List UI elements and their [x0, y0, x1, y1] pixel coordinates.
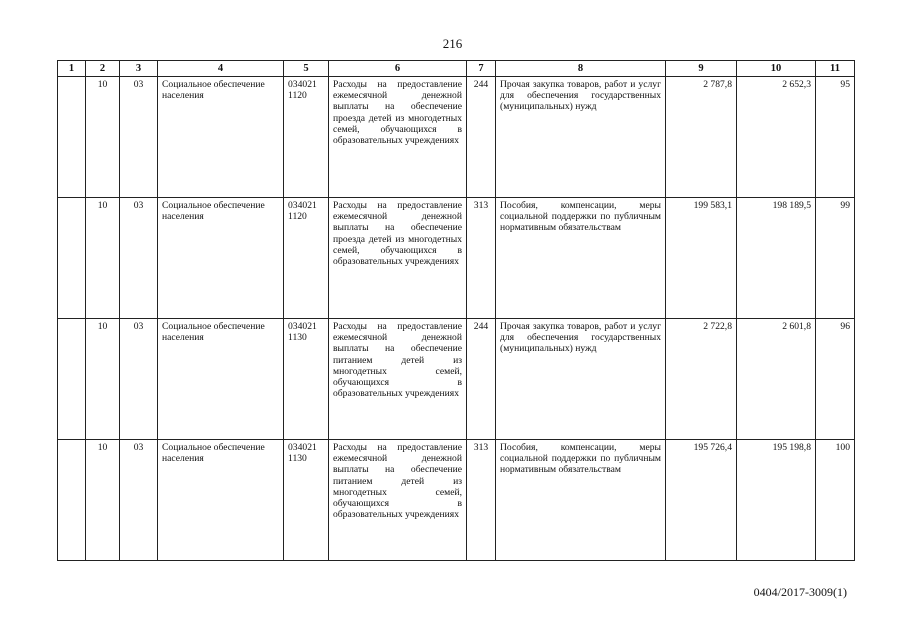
target-article-cell: 034021 1130 — [284, 440, 329, 561]
executed-amount-cell: 2 652,3 — [737, 77, 816, 198]
header-cell: 8 — [496, 61, 666, 77]
page-number: 216 — [442, 36, 463, 51]
budget-table — [57, 60, 855, 561]
table-row — [58, 319, 855, 440]
header-cell: 9 — [666, 61, 737, 77]
document-code: 0404/2017-3009(1) — [753, 585, 847, 599]
execution-percent-cell: 100 — [816, 440, 855, 561]
header-cell: 5 — [284, 61, 329, 77]
expense-type-name-cell: Пособия, компенсации, меры социальной поддержки по публичным нормативным обязательствам — [496, 198, 666, 319]
section-code-cell: 10 — [86, 77, 120, 198]
section-name-cell: Социальное обеспечение населения — [158, 440, 284, 561]
header-cell: 10 — [737, 61, 816, 77]
section-code-cell: 10 — [86, 198, 120, 319]
expense-type-name-cell: Прочая закупка товаров, работ и услуг для обеспечения государственных (муниципальных) нужд — [496, 319, 666, 440]
section-name-cell: Социальное обеспечение населения — [158, 319, 284, 440]
executed-amount-cell: 195 198,8 — [737, 440, 816, 561]
executed-amount-cell: 2 601,8 — [737, 319, 816, 440]
header-cell: 1 — [58, 61, 86, 77]
row-number-cell — [58, 319, 86, 440]
section-name-cell: Социальное обеспечение населения — [158, 77, 284, 198]
header-cell: 6 — [329, 61, 467, 77]
header-cell: 11 — [816, 61, 855, 77]
subsection-code-cell: 03 — [120, 198, 158, 319]
subsection-code-cell: 03 — [120, 440, 158, 561]
expense-type-code-cell: 244 — [467, 77, 496, 198]
header-cell: 7 — [467, 61, 496, 77]
row-number-cell — [58, 77, 86, 198]
execution-percent-cell: 95 — [816, 77, 855, 198]
subsection-code-cell: 03 — [120, 319, 158, 440]
expense-description-cell: Расходы на предоставление ежемесячной денежной выплаты на обеспечение питанием детей из многодетных семей, обучающихся в образовательных учреждениях — [329, 440, 467, 561]
table-row — [58, 198, 855, 319]
target-article-cell: 034021 1120 — [284, 77, 329, 198]
expense-type-name-cell: Пособия, компенсации, меры социальной поддержки по публичным нормативным обязательствам — [496, 440, 666, 561]
section-name-cell: Социальное обеспечение населения — [158, 198, 284, 319]
planned-amount-cell: 195 726,4 — [666, 440, 737, 561]
target-article-cell: 034021 1130 — [284, 319, 329, 440]
expense-description-cell: Расходы на предоставление ежемесячной денежной выплаты на обеспечение проезда детей из многодетных семей, обучающихся в образовательных учреждениях — [329, 77, 467, 198]
expense-type-code-cell: 313 — [467, 440, 496, 561]
executed-amount-cell: 198 189,5 — [737, 198, 816, 319]
header-cell: 3 — [120, 61, 158, 77]
expense-description-cell: Расходы на предоставление ежемесячной денежной выплаты на обеспечение проезда детей из многодетных семей, обучающихся в образовательных учреждениях — [329, 198, 467, 319]
planned-amount-cell: 199 583,1 — [666, 198, 737, 319]
expense-type-code-cell: 313 — [467, 198, 496, 319]
header-cell: 2 — [86, 61, 120, 77]
execution-percent-cell: 96 — [816, 319, 855, 440]
row-number-cell — [58, 440, 86, 561]
planned-amount-cell: 2 787,8 — [666, 77, 737, 198]
expense-type-code-cell: 244 — [467, 319, 496, 440]
header-row — [58, 61, 855, 77]
execution-percent-cell: 99 — [816, 198, 855, 319]
target-article-cell: 034021 1120 — [284, 198, 329, 319]
section-code-cell: 10 — [86, 319, 120, 440]
subsection-code-cell: 03 — [120, 77, 158, 198]
section-code-cell: 10 — [86, 440, 120, 561]
header-cell: 4 — [158, 61, 284, 77]
planned-amount-cell: 2 722,8 — [666, 319, 737, 440]
expense-type-name-cell: Прочая закупка товаров, работ и услуг для обеспечения государственных (муниципальных) нужд — [496, 77, 666, 198]
table-row — [58, 440, 855, 561]
expense-description-cell: Расходы на предоставление ежемесячной денежной выплаты на обеспечение питанием детей из многодетных семей, обучающихся в образовательных учреждениях — [329, 319, 467, 440]
table-row — [58, 77, 855, 198]
row-number-cell — [58, 198, 86, 319]
